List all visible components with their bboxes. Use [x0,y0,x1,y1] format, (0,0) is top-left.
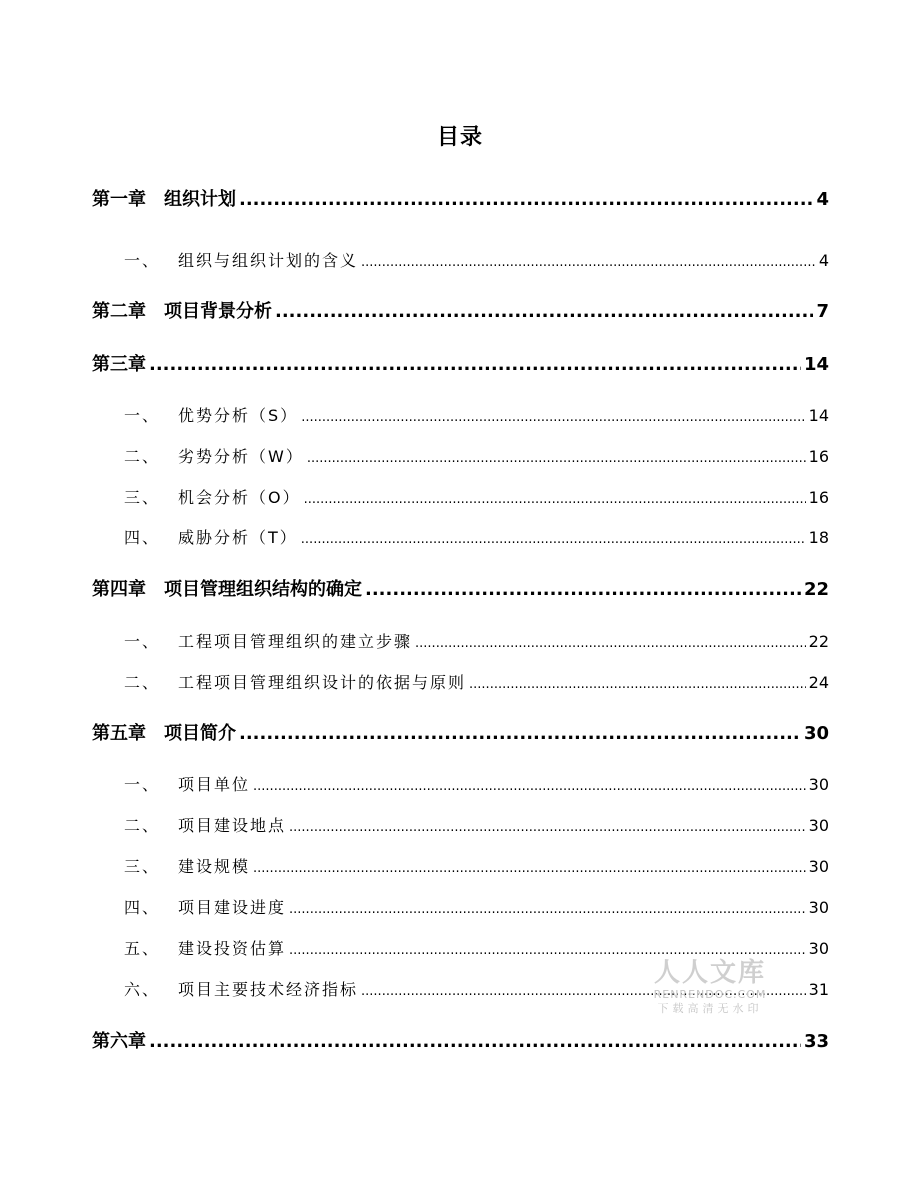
section-number: 二、 [124,816,161,835]
dot-leader [253,857,806,876]
page-number: 31 [808,980,829,999]
toc-entry-section[interactable] [124,403,829,426]
section-title: 建设规模 [178,857,251,876]
toc-entry-section[interactable] [124,444,829,467]
section-number: 一、 [124,251,161,270]
page-number: 24 [808,673,829,692]
section-title: 威胁分析（T） [178,528,298,547]
toc-entry-section[interactable] [124,936,829,959]
page-number: 14 [803,354,829,375]
toc-entry-section[interactable] [124,485,829,508]
toc-entry-section[interactable] [124,525,829,548]
toc-entry-section[interactable] [124,854,829,877]
toc-entry-section[interactable] [124,670,829,693]
section-number: 一、 [124,775,161,794]
page-number: 33 [803,1031,829,1052]
toc-entry-section[interactable] [124,629,829,652]
section-title: 项目建设地点 [178,816,287,835]
toc-entry-chapter-3[interactable] [92,350,829,376]
dot-leader [469,673,806,692]
watermark-url: RENRENDOC.COM [653,988,767,1001]
page-number: 4 [818,251,829,270]
section-title: 机会分析（O） [178,488,301,507]
section-number: 三、 [124,488,161,507]
chapter-number: 第三章 [92,354,146,375]
dot-leader [289,898,806,917]
section-number: 五、 [124,939,161,958]
section-title: 工程项目管理组织设计的依据与原则 [178,673,467,692]
dot-leader [301,406,805,425]
dot-leader [275,301,813,322]
chapter-number: 第六章 [92,1031,146,1052]
dot-leader [415,632,806,651]
section-number: 四、 [124,898,161,917]
toc-entry-chapter-5[interactable] [92,719,829,745]
page-number: 14 [808,406,829,425]
chapter-number: 第一章 [92,189,146,210]
dot-leader [239,723,801,744]
toc-entry-chapter-2[interactable] [92,297,829,323]
dot-leader [289,939,806,958]
page-number: 7 [816,301,829,322]
dot-leader [253,775,806,794]
page-title: 目录 [436,125,483,150]
section-title: 项目主要技术经济指标 [178,980,359,999]
watermark [646,958,774,1017]
dot-leader [289,816,806,835]
page-number: 30 [808,857,829,876]
section-number: 三、 [124,857,161,876]
section-title: 项目建设进度 [178,898,287,917]
page-number: 18 [808,528,829,547]
section-number: 六、 [124,980,161,999]
toc-entry-chapter-6[interactable] [92,1027,829,1053]
section-number: 一、 [124,406,161,425]
toc-entry-section[interactable] [124,813,829,836]
dot-leader [239,189,813,210]
dot-leader [307,447,806,466]
toc-entry-chapter-4[interactable] [92,575,829,601]
chapter-title: 项目管理组织结构的确定 [164,579,362,600]
section-title: 建设投资估算 [178,939,287,958]
section-number: 二、 [124,673,161,692]
toc-entry-chapter-1[interactable] [92,185,829,211]
dot-leader [361,251,816,270]
section-title: 工程项目管理组织的建立步骤 [178,632,413,651]
page-number: 4 [816,189,829,210]
toc-entry-section[interactable] [124,772,829,795]
dot-leader [365,579,801,600]
page-number: 30 [808,898,829,917]
section-number: 一、 [124,632,161,651]
watermark-title: 人人文库 [653,958,766,988]
page-number: 22 [808,632,829,651]
page-number: 22 [803,579,829,600]
chapter-title: 项目背景分析 [164,301,272,322]
chapter-number: 第五章 [92,723,146,744]
chapter-number: 第四章 [92,579,146,600]
dot-leader [149,354,801,375]
watermark-subtitle: 下载高清无水印 [657,1002,763,1015]
section-title: 组织与组织计划的含义 [178,251,359,270]
section-number: 二、 [124,447,161,466]
section-number: 四、 [124,528,161,547]
toc-entry-section[interactable] [124,248,829,271]
dot-leader [149,1031,801,1052]
section-title: 劣势分析（W） [178,447,304,466]
section-title: 项目单位 [178,775,251,794]
toc-entry-section[interactable] [124,895,829,918]
page-number: 30 [808,939,829,958]
chapter-title: 项目简介 [164,723,236,744]
page-number: 30 [808,816,829,835]
chapter-title: 组织计划 [164,189,236,210]
chapter-number: 第二章 [92,301,146,322]
dot-leader [304,488,806,507]
page-number: 16 [808,447,829,466]
dot-leader [301,528,806,547]
section-title: 优势分析（S） [178,406,299,425]
page-number: 30 [803,723,829,744]
page-number: 30 [808,775,829,794]
page-number: 16 [808,488,829,507]
